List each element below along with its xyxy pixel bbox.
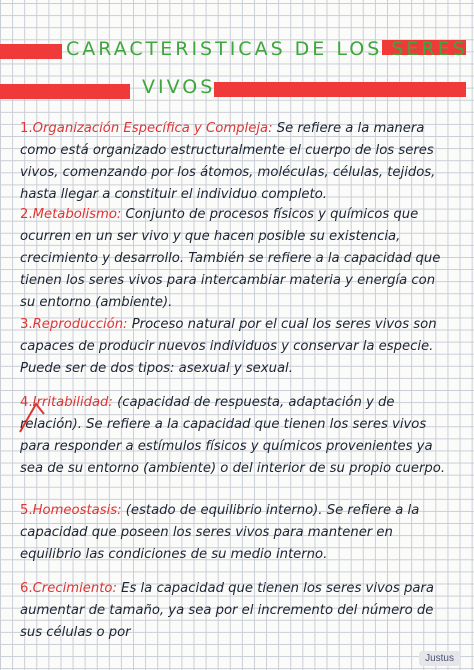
section-number: 3. <box>20 317 33 332</box>
section-irritabilidad <box>20 392 454 480</box>
section-number: 5. <box>20 503 33 518</box>
section-metabolismo <box>20 204 454 314</box>
subtitle-highlight-left <box>0 84 130 99</box>
subtitle-highlight-right <box>214 82 466 97</box>
page-title: CARACTERISTICAS DE LOS SERES <box>66 38 468 60</box>
section-number: 6. <box>20 581 33 596</box>
title-highlight-left <box>0 44 62 59</box>
section-text: Conjunto de procesos físicos y químicos que ocurren en un ser vivo y que hacen posible su existencia, crecimiento y desarrollo. También se refiere a la capacidad que tienen los seres vivos para intercambiar materia y energía con su entorno (ambiente). <box>20 207 441 310</box>
section-reproduccion <box>20 314 454 380</box>
section-term: Crecimiento: <box>32 581 117 596</box>
section-term: Reproducción: <box>32 317 128 332</box>
section-term: Homeostasis: <box>32 503 122 518</box>
section-number: 1. <box>20 121 33 136</box>
section-text: Se refiere a la manera como está organizado estructuralmente el cuerpo de los seres vivos, comenzando por los átomos, moléculas, células, tejidos, hasta llegar a constituir el individuo completo. <box>20 121 436 202</box>
section-term: Metabolismo: <box>32 207 122 222</box>
section-text: Proceso natural por el cual los seres vivos son capaces de producir nuevos individuos y conservar la especie. Puede ser de dos tipos: asexual y sexual. <box>20 317 437 376</box>
section-number: 2. <box>20 207 33 222</box>
page-subtitle: VIVOS <box>142 76 216 98</box>
section-crecimiento <box>20 578 454 644</box>
section-number: 4. <box>20 395 33 410</box>
watermark-label: Justus <box>425 653 454 664</box>
section-organizacion <box>20 118 454 206</box>
section-text: (capacidad de respuesta, adaptación y de relación). Se refiere a la capacidad que tienen los seres vivos para responder a estímulos físicos y químicos provenientes ya sea de su entorno (ambiente) o del interior de su propio cuerpo. <box>20 395 446 476</box>
scanner-watermark <box>419 651 460 666</box>
section-homeostasis <box>20 500 454 566</box>
section-term: Organización Específica y Compleja: <box>32 121 273 136</box>
section-text: Es la capacidad que tienen los seres vivos para aumentar de tamaño, ya sea por el incremento del número de sus células o por <box>20 581 434 640</box>
section-term: Irritabilidad: <box>32 395 113 410</box>
section-text: (estado de equilibrio interno). Se refiere a la capacidad que poseen los seres vivos para mantener en equilibrio las condiciones de su medio interno. <box>20 503 420 562</box>
